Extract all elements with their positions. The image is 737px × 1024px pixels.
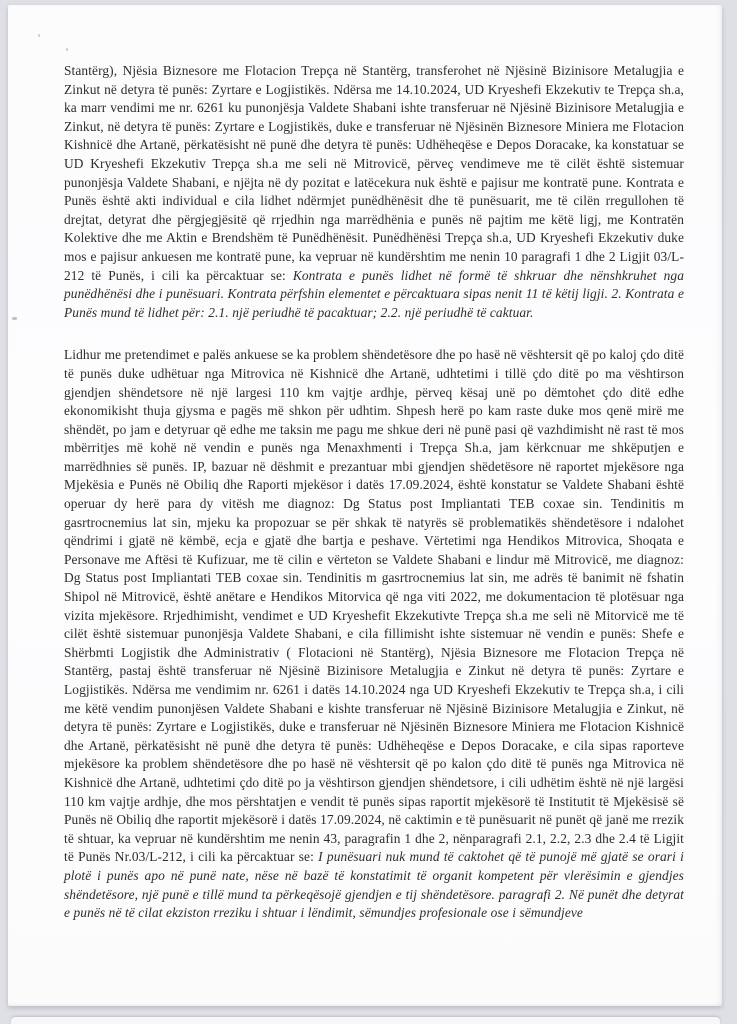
- document-page: [8, 5, 722, 1006]
- next-page-edge: [11, 1017, 720, 1024]
- text-segment-italic: I punësuari nuk mund të caktohet që të punojë më gjatë se orari i plotë i punës apo në punë nate, nëse në bazë të konstatimit të organit kompetent për vlerësimin e gjendjes shëndetësore, një punë e tillë mund ta përkeqësojë gjendjen e tij shëndetësore. paragrafi 2. Në punët dhe detyrat e punës në të cilat ekziston rreziku i shtuar i lëndimit, sëmundjes profesionale ose i sëmundjeve: [64, 849, 684, 921]
- text-segment-normal: Stantërg), Njësia Biznesore me Flotacion Trepça në Stantërg, transferohet në Njësinë Bizinisore Metalugjia e Zinkut në detyra të punës: Zyrtare e Logjistikës. Ndërsa me 14.10.2024, UD Kryeshefi Ekzekutiv te Trepça sh.a, ka marr vendimi me nr. 6261 ku punonjësja Valdete Shabani ishte transferuar në Njësinë Bizinisore Metalugjia e Zinkut, në detyra të punës: Zyrtare e Logjistikës, duke e transferuar në Njësinën Biznesore Miniera me Flotacion Kishnicë dhe Artanë, përkatësisht në punë dhe detyra të punës: Udhëheqëse e Depos Doracake, ka konstatuar se UD Kryeshefi Ekzekutiv Trepça sh.a me seli në Mitrovicë, përveç vendimeve me të cilët është sistemuar punonjësja Valdete Shabani, e njëjta në dy pozitat e latëcekura nuk është e pajisur me kontratë pune. Kontrata e Punës është akti individual e cila lidhet ndërmjet punëdhënësit dhe të punësuarit, me të cilën rregullohen të drejtat, detyrat dhe përgjegjësitë që rrjedhin nga marrëdhënia e punës në pajtim me këtë ligj, me Kontratën Kolektive dhe me Aktin e Brendshëm të Punëdhënësit. Punëdhënësi Trepça sh.a, UD Kryeshefi Ekzekutiv duke mos e pajisur ankuesen me kontratë pune, ka vepruar në kundërshtim me nenin 10 paragrafi 1 dhe 2 Ligjit 03/L-212 të Punës, i cili ka përcaktuar se:: [64, 63, 684, 283]
- paragraph-2: [64, 346, 684, 922]
- scan-speck: [66, 48, 68, 51]
- scan-speck: [12, 317, 17, 320]
- paragraph-1: [64, 62, 684, 322]
- scan-speck: [38, 34, 40, 37]
- document-text: [64, 62, 684, 923]
- text-segment-normal: Lidhur me pretendimet e palës ankuese se ka problem shëndetësore dhe po hasë në vështersit që po kaloj çdo ditë të punës duke udhëtuar nga Mitrovica në Kishnicë dhe Artanë, udhtetimi i tillë çdo ditë po ma vështirson gjendjen shëndetsore në një largesi 110 km vajtje ardhje, përveq kësaj unë po dëmtohet çdo ditë edhe ekonomikisht thuja gjysma e pagës më shkon për udhtim. Shpesh herë po kam raste duke mos qenë mirë me shëndët, po jam e detyruar që edhe me taksin me pagu me shkue deri në punë pasi që vazhdimisht në rast të mos mbërritjes më kohë në vendin e punës nga Menaxhmenti i Trepça Sh.a, jam kërkcnuar me shkëputjen e marrëdhnies së punës. IP, bazuar në dëshmit e prezantuar mbi gjendjen shëdetësore në raportet mjekësore nga Mjekësia e Punës në Obiliq dhe Raporti mjekësor i datës 17.09.2024, është konstatur se Valdete Shabani është operuar dy herë para dy vitësh me diagnoz: Dg Status post Impliantati TEB coxae sin. Tendinitis m gasrtrocnemius lat sin, mjeku ka propozuar se për shkak të natyrës së problematikës shëndetësore i ndalohet qëndrimi i gjatë në këmbë, ecja e gjatë dhe bartja e peshave. Vërtetimi nga Hendikos Mitrovica, Shoqata e Personave me Aftësi të Kufizuar, me të cilin e vërteton se Valdete Shabani e lindur më Mitrovicë, me diagnoz: Dg Status post Impliantati TEB coxae sin. Tendinitis m gasrtrocnemius lat sin, me adrës të banimit në fshatin Shipol në Mitrovicë, është anëtare e Hendikos Mitorvica që nga viti 2022, me dokumentacion të plotësuar nga vizita mjekësore. Rrjedhimisht, vendimet e UD Kryeshefit Ekzekutivte Trepça sh.a me seli në Mitorvicë me të cilët është sistemuar punonjësja Valdete Shabani, e cila fillimisht ishte sistemuar në vendin e punës: Shefe e Shërbmti Logjistik dhe Administrativ ( Flotacioni në Stantërg), Njësia Biznesore me Flotacion Trepça në Stantërg, pastaj është transferuar në Njësinë Bizinisore Metalugjia e Zinkut në detyra të punës: Zyrtare e Logjistikës. Ndërsa me vendimim nr. 6261 i datës 14.10.2024 nga UD Kryeshefi Ekzekutiv te Trepça sh.a, i cili me këtë vendim punonjësen Valdete Shabani e kishte transferuar në Njësinë Bizinisore Metalugjia e Zinkut, në detyra të punës: Zyrtare e Logjistikës, duke e transferuar në Njësinën Biznesore Miniera me Flotacion Kishnicë dhe Artanë, përkatësisht në punë dhe detyra të punës: Udhëheqëse e Depos Doracake, e cila sipas raporteve mjekësore ka problem shëndetësore dhe po hasë në vështersit që po kalon çdo ditë të punës nga Mitrovica në Kishnicë dhe Artanë, udhtetimi çdo ditë po ja vështirson gjendjen shëndetsore, i cili udhëtim është në një largësi 110 km vajtje ardhje, dhe mos përshtatjen e vendit të punës sipas raportit mjekësorë të Institutit të Mjekësisë së Punës në Obiliq dhe raportit mjekësorë i datës 17.09.2024, në caktimin e të punësuarit në punët që janë me rrezik të shtuar, ka vepruar në kundërshtim me nenin 43, paragrafin 1 dhe 2, nënparagrafi 2.1, 2.2, 2.3 dhe 2.4 të Ligjit të Punës Nr.03/L-212, i cili ka përcaktuar se:: [64, 347, 684, 865]
- text-segment-italic: Kontrata e punës lidhet në formë të shkruar dhe nënshkruhet nga punëdhënësi dhe i punësuari. Kontrata përfshin elementet e përcaktuara sipas nenit 11 të këtij ligji. 2. Kontrata e Punës mund të lidhet për: 2.1. një periudhë të pacaktuar; 2.2. një periudhë të caktuar.: [64, 267, 684, 320]
